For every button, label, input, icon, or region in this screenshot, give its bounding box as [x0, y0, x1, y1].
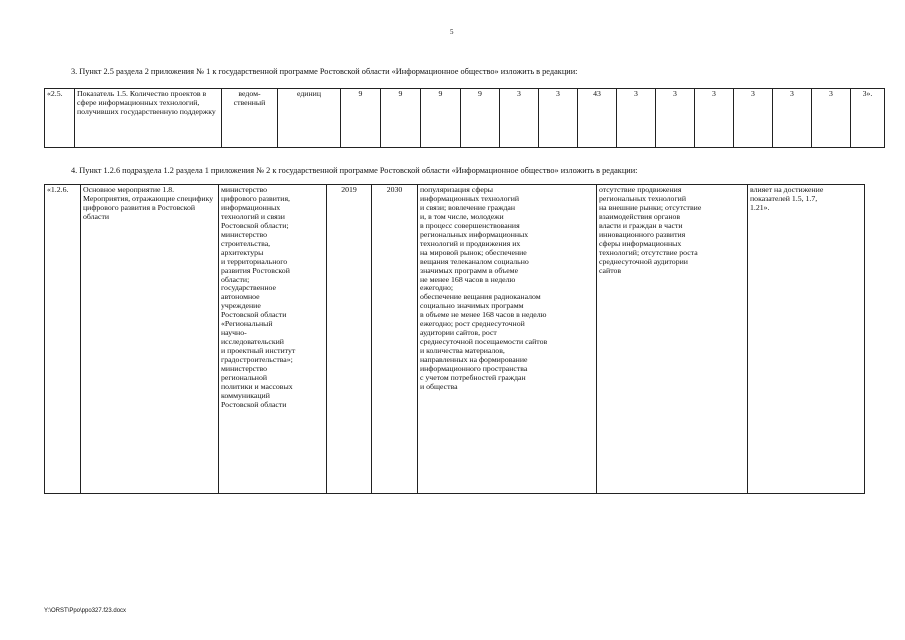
page-number: 5 — [450, 28, 454, 36]
row-number: «2.5. — [45, 89, 75, 148]
value-cell: 43 — [578, 89, 617, 148]
indicator-unit: единиц — [278, 89, 341, 148]
activity-row — [45, 185, 865, 494]
value-cell: 9 — [461, 89, 500, 148]
value-cell: 9 — [381, 89, 421, 148]
value-cell: 3 — [539, 89, 578, 148]
indicator-type: ведом- ственный — [222, 89, 278, 148]
indicator-table — [44, 88, 885, 148]
file-path-footer: Y:\ORST\Ppo\ppo327.f23.docx — [44, 608, 127, 614]
indicator-link: влияет на достижение показателей 1.5, 1.7, 1.21». — [748, 185, 865, 494]
value-cell: 9 — [341, 89, 381, 148]
value-cell: 3 — [500, 89, 539, 148]
non-implementation-consequences: отсутствие продвижения региональных технологий на внешние рынки; отсутствие взаимодействия органов власти и граждан в части инновационного развития сферы информационных технологий; отсутствие роста среднесуточной аудитории сайтов — [597, 185, 748, 494]
value-cell: 3 — [656, 89, 695, 148]
section-3-heading: 3. Пункт 2.5 раздела 2 приложения № 1 к государственной программе Ростовской области «Информационное общество» изложить в редакции: — [71, 67, 578, 76]
value-cell: 9 — [421, 89, 461, 148]
start-year: 2019 — [327, 185, 372, 494]
value-cell: 3 — [695, 89, 734, 148]
section-4-heading: 4. Пункт 1.2.6 подраздела 1.2 раздела 1 приложения № 2 к государственной программе Ростовской области «Информационное общество» изложить в редакции: — [71, 166, 638, 175]
end-year: 2030 — [372, 185, 418, 494]
value-cell: 3 — [812, 89, 851, 148]
value-cell: 3 — [734, 89, 773, 148]
activity-table — [44, 184, 865, 494]
row-number: «1.2.6. — [45, 185, 81, 494]
value-cell: 3 — [773, 89, 812, 148]
activity-executors: министерство цифрового развития, информационных технологий и связи Ростовской области; министерство строительства, архитектуры и территориального развития Ростовской области; государственное автономное учреждение Ростовской области «Региональный научно- исследовательский и проектный институт градостроительства»; министерство региональной политики и массовых коммуникаций Ростовской области — [219, 185, 327, 494]
indicator-row — [45, 89, 885, 148]
expected-result: популяризация сферы информационных технологий и связи; вовлечение граждан и, в том числе, молодежи в процесс совершенствования региональных информационных технологий и продвижения их на мировой рынок; обеспечение вещания телеканалом социально значимых программ в объеме не менее 168 часов в неделю ежегодно; обеспечение вещания радиоканалом социально значимых программ в объеме не менее 168 часов в неделю ежегодно; рост среднесуточной аудитории сайтов, рост среднесуточной посещаемости сайтов и количества материалов, направленных на формирование информационного пространства с учетом потребностей граждан и общества — [418, 185, 597, 494]
value-cell: 3 — [617, 89, 656, 148]
value-cell: 3». — [851, 89, 885, 148]
activity-name: Основное мероприятие 1.8. Мероприятия, отражающие специфику цифрового развития в Ростовской области — [81, 185, 219, 494]
indicator-name: Показатель 1.5. Количество проектов в сфере информационных технологий, получивших государственную поддержку — [75, 89, 222, 148]
